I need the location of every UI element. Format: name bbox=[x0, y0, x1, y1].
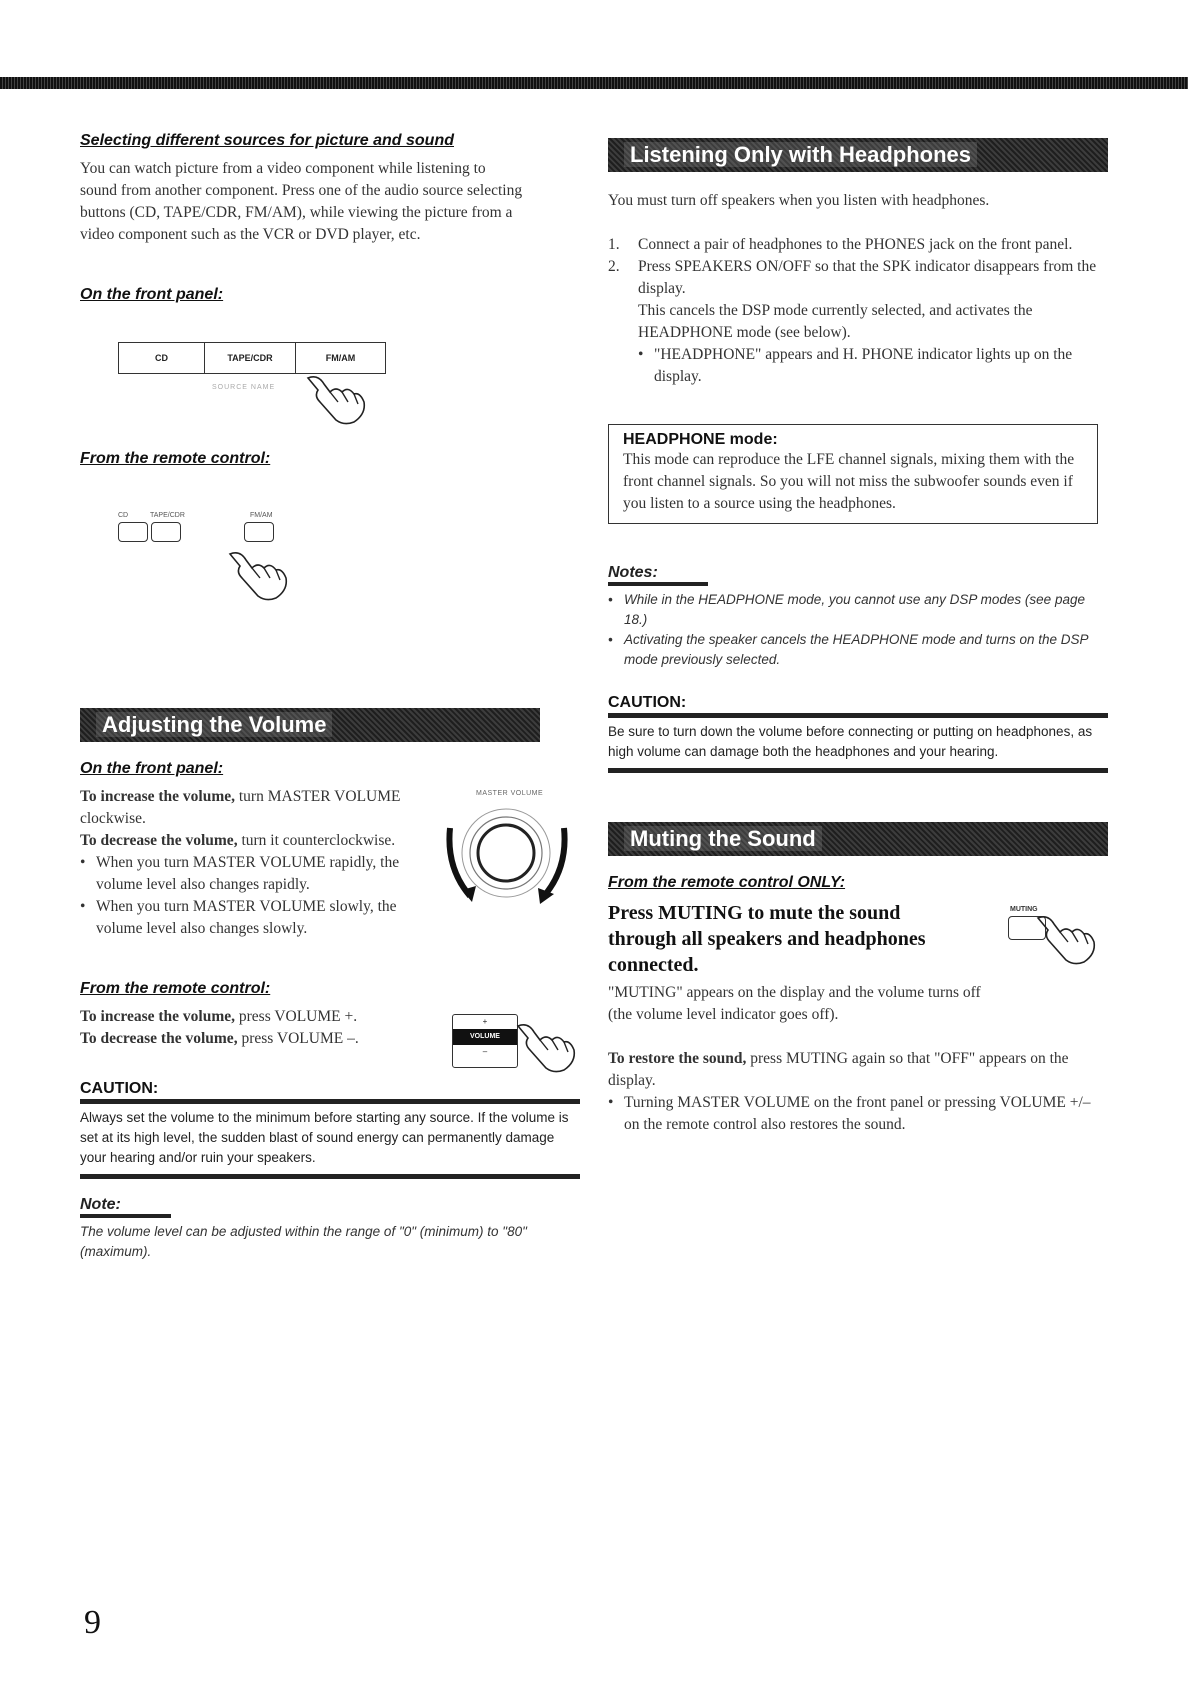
remote-tape-label: TAPE/CDR bbox=[150, 512, 185, 519]
vol-bullet-rapid: • When you turn MASTER VOLUME rapidly, the volume level also changes rapidly. bbox=[80, 852, 410, 896]
headphones-intro: You must turn off speakers when you listen with headphones. bbox=[608, 192, 990, 209]
front-tape-cdr-button[interactable]: TAPE/CDR bbox=[205, 343, 296, 373]
vol-r-dec-rest: press VOLUME –. bbox=[237, 1030, 359, 1047]
headphone-mode-box bbox=[608, 424, 1098, 524]
remote-volume-button[interactable] bbox=[452, 1014, 518, 1068]
step-2-text: Press SPEAKERS ON/OFF so that the SPK indicator disappears from the display. bbox=[638, 258, 1097, 297]
mute-body: "MUTING" appears on the display and the volume turns off (the volume level indicator goes off). bbox=[608, 984, 981, 1023]
restore-text bbox=[608, 1048, 1108, 1136]
top-rule bbox=[0, 77, 1188, 89]
page-number: 9 bbox=[84, 1604, 101, 1641]
volume-caution-title: CAUTION: bbox=[80, 1080, 580, 1104]
remote-control-title: From the remote control: bbox=[80, 450, 271, 467]
pointing-hand-icon bbox=[222, 548, 294, 604]
restore-bullet: • Turning MASTER VOLUME on the front panel or pressing VOLUME +/– on the remote control also restores the sound. bbox=[608, 1092, 1108, 1136]
front-panel-title: On the front panel: bbox=[80, 286, 224, 303]
select-sources-title: Selecting different sources for picture and sound bbox=[80, 132, 454, 149]
pointing-hand-icon bbox=[300, 372, 372, 428]
volume-front-text bbox=[80, 786, 410, 940]
remote-fm-label: FM/AM bbox=[250, 512, 273, 519]
pointing-hand-icon bbox=[510, 1020, 582, 1076]
master-volume-knob-icon[interactable] bbox=[436, 798, 576, 918]
front-source-buttons bbox=[118, 342, 386, 374]
restore-bold: To restore the sound, bbox=[608, 1050, 747, 1067]
headphones-note-2: • Activating the speaker cancels the HEADPHONE mode and turns on the DSP mode previously selected. bbox=[608, 630, 1108, 670]
volume-caution bbox=[80, 1080, 580, 1179]
step-1-number: 1. bbox=[608, 236, 620, 253]
restore-rest: press MUTING again so that "OFF" appears on the display. bbox=[608, 1050, 1069, 1089]
adjusting-volume-heading: Adjusting the Volume bbox=[96, 712, 332, 737]
headphones-steps bbox=[608, 234, 1108, 388]
adjusting-volume-band bbox=[80, 708, 540, 742]
headphones-heading: Listening Only with Headphones bbox=[624, 142, 977, 167]
headphones-step-1 bbox=[608, 234, 1108, 256]
volume-note-text: The volume level can be adjusted within the range of "0" (minimum) to "80" (maximum). bbox=[80, 1224, 527, 1259]
step-1-text: Connect a pair of headphones to the PHONES jack on the front panel. bbox=[638, 236, 1073, 253]
remote-fm-am-button[interactable] bbox=[244, 522, 274, 542]
pointing-hand-icon bbox=[1030, 912, 1102, 968]
mute-heading: Press MUTING to mute the sound through all speakers and headphones connected. bbox=[608, 902, 926, 976]
source-name-label: SOURCE NAME bbox=[212, 384, 276, 391]
muting-label: MUTING bbox=[1010, 906, 1038, 913]
master-volume-label: MASTER VOLUME bbox=[476, 790, 544, 797]
headphones-note-1: • While in the HEADPHONE mode, you cannot use any DSP modes (see page 18.) bbox=[608, 590, 1108, 630]
remote-tape-cdr-button[interactable] bbox=[151, 522, 181, 542]
vol-inc-rest: turn MASTER VOLUME clockwise. bbox=[80, 788, 401, 827]
front-fm-am-button[interactable]: FM/AM bbox=[325, 353, 356, 363]
front-cd-button[interactable]: CD bbox=[119, 343, 205, 373]
step-2-number: 2. bbox=[608, 258, 620, 275]
vol-bullet-slow: • When you turn MASTER VOLUME slowly, the volume level also changes slowly. bbox=[80, 896, 410, 940]
muting-heading: Muting the Sound bbox=[624, 826, 822, 851]
step-2-bullet: • "HEADPHONE" appears and H. PHONE indicator lights up on the display. bbox=[638, 344, 1108, 388]
vol-inc-bold: To increase the volume, bbox=[80, 788, 235, 805]
headphone-mode-title: HEADPHONE mode: bbox=[623, 431, 778, 448]
volume-remote-text bbox=[80, 1006, 420, 1050]
mute-remote-title: From the remote control ONLY: bbox=[608, 874, 846, 891]
headphones-caution bbox=[608, 694, 1108, 773]
volume-note bbox=[80, 1196, 600, 1262]
headphones-notes bbox=[608, 564, 1108, 670]
headphones-step-2 bbox=[608, 256, 1108, 388]
headphones-caution-title: CAUTION: bbox=[608, 694, 1108, 718]
remote-cd-button[interactable] bbox=[118, 522, 148, 542]
headphones-notes-title: Notes: bbox=[608, 564, 708, 586]
volume-note-title: Note: bbox=[80, 1196, 171, 1218]
headphones-band bbox=[608, 138, 1108, 172]
vol-r-dec-bold: To decrease the volume, bbox=[80, 1030, 238, 1047]
volume-minus-label: – bbox=[482, 1047, 488, 1056]
volume-plus-label: + bbox=[482, 1017, 488, 1026]
volume-button-label: VOLUME bbox=[453, 1029, 517, 1045]
volume-front-panel-title: On the front panel: bbox=[80, 760, 224, 777]
headphones-caution-text: Be sure to turn down the volume before connecting or putting on headphones, as high volume can damage both the headphones and your hearing. bbox=[608, 718, 1108, 773]
headphone-mode-text: This mode can reproduce the LFE channel signals, mixing them with the front channel signals. So you will not miss the subwoofer sounds even if you listen to a source using the headphones. bbox=[623, 451, 1075, 512]
vol-r-inc-bold: To increase the volume, bbox=[80, 1008, 235, 1025]
vol-dec-bold: To decrease the volume, bbox=[80, 832, 238, 849]
volume-remote-title: From the remote control: bbox=[80, 980, 271, 997]
select-sources-body: You can watch picture from a video component while listening to sound from another component. Press one of the audio source selecting buttons (CD, TAPE/CDR, FM/AM), while viewing the picture from a video component such as the VCR or DVD player, etc. bbox=[80, 160, 523, 243]
step-2-extra: This cancels the DSP mode currently selected, and activates the HEADPHONE mode (see below). bbox=[638, 302, 1033, 341]
vol-dec-rest: turn it counterclockwise. bbox=[237, 832, 396, 849]
volume-caution-text: Always set the volume to the minimum before starting any source. If the volume is set at its high level, the sudden blast of sound energy can permanently damage your hearing and/or ruin your speakers. bbox=[80, 1104, 580, 1179]
muting-band bbox=[608, 822, 1108, 856]
vol-r-inc-rest: press VOLUME +. bbox=[235, 1008, 358, 1025]
remote-cd-label: CD bbox=[118, 512, 129, 519]
